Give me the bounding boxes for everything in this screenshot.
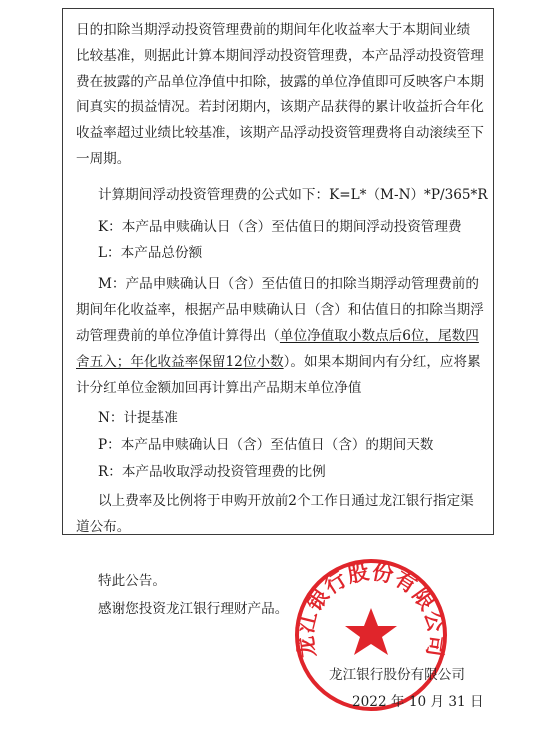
definition-m-line: 期间年化收益率，根据产品申赎确认日（含）和估值日的扣除当期浮 bbox=[76, 302, 484, 318]
thanks-text: 感谢您投资龙江银行理财产品。 bbox=[98, 601, 289, 617]
definition-m-text: ）。如果本期间内有分红，应将累 bbox=[283, 354, 481, 370]
definition-m-line bbox=[76, 354, 481, 370]
definition-m-line: 计分红单位金额加回再计算出产品期末单位净值 bbox=[76, 380, 362, 396]
definition-k: K：本产品申赎确认日（含）至估值日的期间浮动投资管理费 bbox=[98, 219, 462, 235]
seal-text: 龙江银行股份有限公司 bbox=[293, 559, 449, 659]
seal-star-icon bbox=[345, 608, 397, 655]
paragraph-line: 比较基准，则据此计算本期间浮动投资管理费，本产品浮动投资管理 bbox=[76, 48, 484, 64]
definition-m: M：产品申赎确认日（含）至估值日的扣除当期浮动管理费前的 bbox=[98, 276, 479, 292]
paragraph-line: 日的扣除当期浮动投资管理费前的期间年化收益率大于本期间业绩 bbox=[76, 22, 471, 38]
definition-p: P：本产品申赎确认日（含）至估值日（含）的期间天数 bbox=[98, 437, 434, 453]
paragraph-line: 收益率超过业绩比较基准，该期产品浮动投资管理费将自动滚续至下 bbox=[76, 125, 484, 141]
company-seal bbox=[292, 556, 450, 714]
definition-l: L：本产品总份额 bbox=[98, 245, 203, 261]
definition-r: R：本产品收取浮动投资管理费的比例 bbox=[98, 464, 326, 480]
paragraph-line: 间真实的损益情况。若封闭期内，该期产品获得的累计收益折合年化 bbox=[76, 99, 484, 115]
announcement-text: 特此公告。 bbox=[98, 573, 166, 589]
announcement-date: 2022 年 10 月 31 日 bbox=[352, 694, 484, 710]
paragraph-line: 一周期。 bbox=[76, 151, 131, 167]
formula-line: 计算期间浮动投资管理费的公式如下：K=L*（M-N）*P/365*R bbox=[98, 187, 488, 203]
definition-m-text: 动管理费前的单位净值计算得出（ bbox=[76, 328, 280, 344]
precision-note: 舍五入；年化收益率保留12位小数 bbox=[76, 354, 284, 370]
definition-m-line bbox=[76, 328, 479, 344]
definition-n: N：计提基准 bbox=[98, 410, 178, 426]
company-name: 龙江银行股份有限公司 bbox=[329, 667, 465, 683]
precision-note: 单位净值取小数点后6位，尾数四 bbox=[279, 328, 479, 344]
closing-line: 以上费率及比例将于申购开放前2个工作日通过龙江银行指定渠 bbox=[98, 493, 474, 509]
paragraph-line: 费在披露的产品单位净值中扣除，披露的单位净值即可反映客户本期 bbox=[76, 74, 484, 90]
closing-line: 道公布。 bbox=[76, 519, 131, 535]
